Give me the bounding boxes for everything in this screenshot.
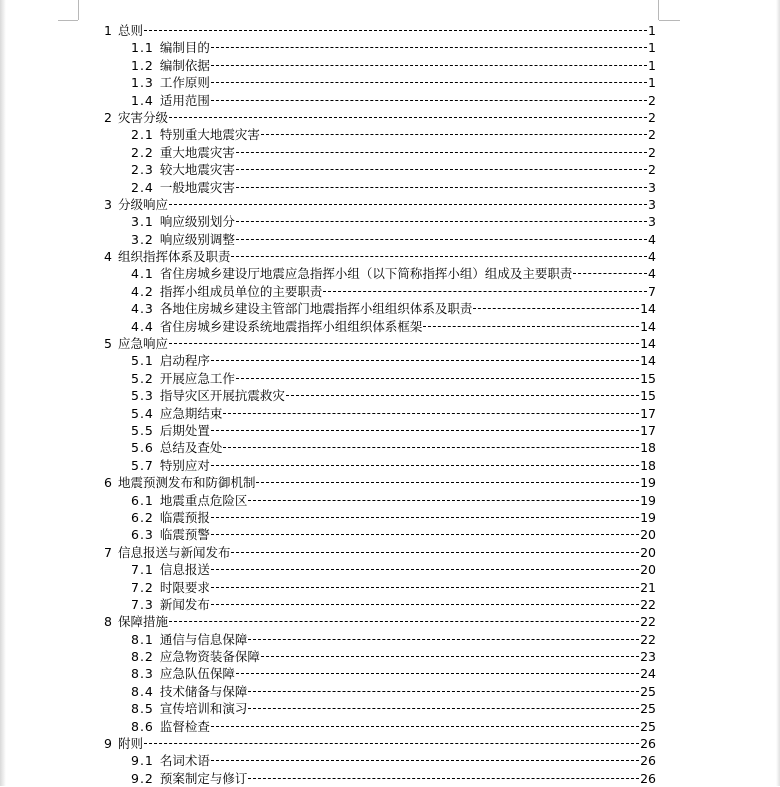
toc-dash-leader <box>261 656 639 657</box>
toc-entry-title: 信息报送 <box>159 562 210 578</box>
toc-page-number: 4 <box>648 249 656 265</box>
toc-dash-leader <box>169 117 647 118</box>
toc-entry-number: 6 <box>104 475 112 491</box>
toc-entry-title: 一般地震灾害 <box>159 179 235 195</box>
toc-chapter-entry[interactable] <box>104 474 656 491</box>
toc-entry-title: 地震预测发布和防御机制 <box>117 475 256 491</box>
toc-entry-number: 7.2 <box>131 579 154 595</box>
toc-section-entry[interactable] <box>104 439 656 456</box>
toc-entry-title: 保障措施 <box>117 614 168 630</box>
toc-dash-leader <box>211 604 639 605</box>
toc-section-entry[interactable] <box>104 665 656 682</box>
toc-section-entry[interactable] <box>104 231 656 248</box>
toc-entry-number: 8.4 <box>131 683 154 699</box>
toc-entry-number: 1.3 <box>131 75 154 91</box>
toc-page-number: 18 <box>640 457 656 473</box>
toc-dash-leader <box>169 204 647 205</box>
toc-page-number: 20 <box>640 527 656 543</box>
toc-dash-leader <box>211 360 639 361</box>
toc-entry-number: 5 <box>104 336 112 352</box>
toc-entry-title: 临震预警 <box>159 527 210 543</box>
toc-entry-title: 应急响应 <box>117 336 168 352</box>
toc-entry-number: 2.3 <box>131 162 154 178</box>
toc-entry-number: 1.4 <box>131 92 154 108</box>
toc-entry-number: 5.5 <box>131 422 154 438</box>
toc-section-entry[interactable] <box>104 648 656 665</box>
toc-chapter-entry[interactable] <box>104 735 656 752</box>
toc-page-number: 1 <box>648 40 656 56</box>
toc-dash-leader <box>231 552 639 553</box>
toc-page-number: 2 <box>648 162 656 178</box>
toc-section-entry[interactable] <box>104 683 656 700</box>
toc-dash-leader <box>211 65 647 66</box>
toc-section-entry[interactable] <box>104 352 656 369</box>
toc-page-number: 4 <box>648 231 656 247</box>
toc-dash-leader <box>211 534 639 535</box>
toc-page-number: 19 <box>640 492 656 508</box>
toc-entry-title: 开展应急工作 <box>159 370 235 386</box>
toc-entry-number: 8.2 <box>131 649 154 665</box>
toc-entry-number: 1.2 <box>131 57 154 73</box>
toc-dash-leader <box>236 673 639 674</box>
toc-dash-leader <box>231 256 647 257</box>
toc-chapter-entry[interactable] <box>104 544 656 561</box>
toc-entry-number: 5.4 <box>131 405 154 421</box>
toc-page-number: 1 <box>648 23 656 38</box>
toc-entry-number: 4.4 <box>131 318 154 334</box>
toc-dash-leader <box>573 273 647 274</box>
toc-entry-number: 8.5 <box>131 701 154 717</box>
toc-chapter-entry[interactable] <box>104 613 656 630</box>
toc-entry-number: 2.2 <box>131 144 154 160</box>
toc-section-entry[interactable] <box>104 144 656 161</box>
toc-page-number: 24 <box>640 666 656 682</box>
toc-entry-title: 后期处置 <box>159 422 210 438</box>
toc-entry-number: 6.3 <box>131 527 154 543</box>
toc-page-number: 15 <box>640 370 656 386</box>
toc-dash-leader <box>211 430 639 431</box>
toc-chapter-entry[interactable] <box>104 109 656 126</box>
toc-page-number: 21 <box>640 579 656 595</box>
toc-dash-leader <box>223 413 639 414</box>
toc-entry-number: 2.1 <box>131 127 154 143</box>
toc-entry-title: 各地住房城乡建设主管部门地震指挥小组组织体系及职责 <box>159 301 473 317</box>
toc-dash-leader <box>248 500 639 501</box>
toc-dash-leader <box>248 639 639 640</box>
toc-entry-number: 9.2 <box>131 770 154 786</box>
toc-section-entry[interactable] <box>104 57 656 74</box>
toc-page-number: 17 <box>640 405 656 421</box>
toc-entry-number: 7.3 <box>131 596 154 612</box>
crop-mark-right-vertical <box>658 0 659 20</box>
toc-page-number: 4 <box>648 266 656 282</box>
toc-entry-title: 名词术语 <box>159 753 210 769</box>
toc-entry-title: 组织指挥体系及职责 <box>117 249 231 265</box>
toc-entry-title: 重大地震灾害 <box>159 144 235 160</box>
toc-page-number: 19 <box>640 475 656 491</box>
toc-section-entry[interactable] <box>104 718 656 735</box>
toc-entry-title: 新闻发布 <box>159 596 210 612</box>
toc-entry-title: 信息报送与新闻发布 <box>117 544 231 560</box>
toc-page-number: 25 <box>640 718 656 734</box>
toc-page-number: 7 <box>648 283 656 299</box>
toc-page-number: 2 <box>648 109 656 125</box>
toc-dash-leader <box>211 569 639 570</box>
toc-dash-leader <box>211 517 639 518</box>
toc-dash-leader <box>169 621 639 622</box>
toc-entry-title: 工作原则 <box>159 75 210 91</box>
toc-page-number: 22 <box>640 596 656 612</box>
toc-entry-number: 8.6 <box>131 718 154 734</box>
toc-entry-number: 8 <box>104 614 112 630</box>
toc-section-entry[interactable] <box>104 300 656 317</box>
toc-entry-title: 指挥小组成员单位的主要职责 <box>159 283 323 299</box>
toc-entry-title: 特别重大地震灾害 <box>159 127 260 143</box>
toc-entry-title: 分级响应 <box>117 196 168 212</box>
toc-page-number: 3 <box>648 179 656 195</box>
toc-dash-leader <box>211 760 639 761</box>
toc-page-number: 1 <box>648 57 656 73</box>
toc-entry-title: 技术储备与保障 <box>159 683 248 699</box>
toc-entry-number: 5.1 <box>131 353 154 369</box>
toc-entry-title: 应急队伍保障 <box>159 666 235 682</box>
toc-entry-number: 6.2 <box>131 509 154 525</box>
toc-page-number: 1 <box>648 75 656 91</box>
toc-entry-number: 2.4 <box>131 179 154 195</box>
toc-page-number: 19 <box>640 509 656 525</box>
toc-chapter-entry[interactable] <box>104 196 656 213</box>
toc-page-number: 22 <box>640 614 656 630</box>
toc-section-entry[interactable] <box>104 457 656 474</box>
toc-entry-number: 3.1 <box>131 214 154 230</box>
toc-dash-leader <box>473 308 639 309</box>
toc-section-entry[interactable] <box>104 631 656 648</box>
toc-entry-title: 适用范围 <box>159 92 210 108</box>
toc-entry-number: 7.1 <box>131 562 154 578</box>
toc-section-entry[interactable] <box>104 126 656 143</box>
toc-section-entry[interactable] <box>104 370 656 387</box>
toc-section-entry[interactable] <box>104 39 656 56</box>
toc-section-entry[interactable] <box>104 526 656 543</box>
toc-entry-title: 响应级别划分 <box>159 214 235 230</box>
toc-entry-title: 编制目的 <box>159 40 210 56</box>
toc-dash-leader <box>261 134 647 135</box>
toc-dash-leader <box>236 221 647 222</box>
toc-page-number: 18 <box>640 440 656 456</box>
page-right-shadow <box>776 0 780 786</box>
toc-entry-number: 1 <box>104 23 112 38</box>
toc-page-number: 15 <box>640 388 656 404</box>
toc-dash-leader <box>144 30 647 31</box>
toc-entry-title: 启动程序 <box>159 353 210 369</box>
toc-entry-number: 3 <box>104 196 112 212</box>
toc-entry-title: 宣传培训和演习 <box>159 701 248 717</box>
toc-entry-title: 应急物资装备保障 <box>159 649 260 665</box>
toc-section-entry[interactable] <box>104 596 656 613</box>
toc-section-entry[interactable] <box>104 92 656 109</box>
toc-dash-leader <box>248 778 639 779</box>
toc-page-number: 2 <box>648 92 656 108</box>
toc-entry-number: 9.1 <box>131 753 154 769</box>
crop-mark-left-vertical <box>78 0 79 20</box>
toc-section-entry[interactable] <box>104 422 656 439</box>
toc-section-entry[interactable] <box>104 579 656 596</box>
toc-dash-leader <box>211 726 639 727</box>
toc-entry-number: 5.3 <box>131 388 154 404</box>
toc-entry-number: 4.2 <box>131 283 154 299</box>
toc-entry-number: 5.7 <box>131 457 154 473</box>
toc-dash-leader <box>223 447 639 448</box>
toc-chapter-entry[interactable] <box>104 248 656 265</box>
toc-entry-number: 5.2 <box>131 370 154 386</box>
toc-dash-leader <box>211 82 647 83</box>
toc-section-entry[interactable] <box>104 265 656 282</box>
toc-section-entry[interactable] <box>104 752 656 769</box>
toc-dash-leader <box>236 152 647 153</box>
toc-dash-leader <box>236 187 647 188</box>
toc-entry-number: 7 <box>104 544 112 560</box>
toc-chapter-entry[interactable] <box>104 22 656 39</box>
toc-entry-title: 附则 <box>117 736 143 752</box>
toc-section-entry[interactable] <box>104 405 656 422</box>
page-left-shadow <box>0 0 6 786</box>
toc-entry-title: 通信与信息保障 <box>159 631 248 647</box>
toc-page-number: 14 <box>640 336 656 352</box>
toc-dash-leader <box>211 465 639 466</box>
toc-entry-title: 时限要求 <box>159 579 210 595</box>
toc-dash-leader <box>286 395 639 396</box>
toc-dash-leader <box>236 169 647 170</box>
toc-dash-leader <box>211 47 647 48</box>
toc-page-number: 3 <box>648 196 656 212</box>
toc-page-number: 3 <box>648 214 656 230</box>
toc-entry-number: 6.1 <box>131 492 154 508</box>
toc-entry-title: 编制依据 <box>159 57 210 73</box>
toc-entry-number: 4 <box>104 249 112 265</box>
toc-dash-leader <box>169 343 639 344</box>
toc-entry-title: 预案制定与修订 <box>159 770 248 786</box>
toc-page-number: 23 <box>640 649 656 665</box>
toc-section-entry[interactable] <box>104 700 656 717</box>
toc-page-number: 25 <box>640 701 656 717</box>
toc-dash-leader <box>144 743 639 744</box>
toc-page-number: 2 <box>648 144 656 160</box>
toc-page-number: 26 <box>640 753 656 769</box>
toc-chapter-entry[interactable] <box>104 335 656 352</box>
toc-page-number: 26 <box>640 736 656 752</box>
toc-entry-title: 较大地震灾害 <box>159 162 235 178</box>
toc-entry-title: 监督检查 <box>159 718 210 734</box>
toc-section-entry[interactable] <box>104 509 656 526</box>
toc-section-entry[interactable] <box>104 770 656 787</box>
toc-section-entry[interactable] <box>104 74 656 91</box>
toc-entry-number: 4.1 <box>131 266 154 282</box>
toc-page-number: 20 <box>640 562 656 578</box>
toc-page-number: 14 <box>640 353 656 369</box>
toc-section-entry[interactable] <box>104 387 656 404</box>
toc-entry-title: 响应级别调整 <box>159 231 235 247</box>
toc-section-entry[interactable] <box>104 318 656 335</box>
toc-entry-title: 指导灾区开展抗震救灾 <box>159 388 285 404</box>
toc-page-number: 25 <box>640 683 656 699</box>
toc-entry-title: 总则 <box>117 23 143 38</box>
toc-entry-title: 应急期结束 <box>159 405 223 421</box>
toc-entry-title: 省住房城乡建设厅地震应急指挥小组（以下简称指挥小组）组成及主要职责 <box>159 266 573 282</box>
toc-dash-leader <box>248 708 639 709</box>
toc-section-entry[interactable] <box>104 161 656 178</box>
toc-dash-leader <box>423 326 639 327</box>
toc-section-entry[interactable] <box>104 213 656 230</box>
toc-entry-title: 地震重点危险区 <box>159 492 248 508</box>
toc-entry-number: 4.3 <box>131 301 154 317</box>
toc-dash-leader <box>211 587 639 588</box>
toc-entry-title: 灾害分级 <box>117 109 168 125</box>
toc-entry-title: 总结及查处 <box>159 440 223 456</box>
toc-entry-title: 临震预报 <box>159 509 210 525</box>
toc-dash-leader <box>211 100 647 101</box>
toc-entry-number: 1.1 <box>131 40 154 56</box>
toc-section-entry[interactable] <box>104 179 656 196</box>
toc-page-number: 2 <box>648 127 656 143</box>
toc-page-number: 26 <box>640 770 656 786</box>
toc-page-number: 22 <box>640 631 656 647</box>
toc-dash-leader <box>256 482 639 483</box>
toc-dash-leader <box>323 291 647 292</box>
toc-entry-number: 9 <box>104 736 112 752</box>
crop-mark-right-horizontal <box>659 20 680 21</box>
toc-section-entry[interactable] <box>104 492 656 509</box>
toc-entry-number: 8.1 <box>131 631 154 647</box>
toc-dash-leader <box>248 691 639 692</box>
toc-section-entry[interactable] <box>104 283 656 300</box>
toc-entry-title: 特别应对 <box>159 457 210 473</box>
toc-page-number: 14 <box>640 301 656 317</box>
toc-page-number: 17 <box>640 422 656 438</box>
toc-dash-leader <box>236 378 639 379</box>
toc-entry-number: 5.6 <box>131 440 154 456</box>
toc-entry-number: 3.2 <box>131 231 154 247</box>
table-of-contents <box>104 22 656 787</box>
toc-section-entry[interactable] <box>104 561 656 578</box>
toc-entry-number: 8.3 <box>131 666 154 682</box>
toc-page-number: 20 <box>640 544 656 560</box>
toc-entry-number: 2 <box>104 109 112 125</box>
crop-mark-left-horizontal <box>58 20 78 21</box>
toc-page-number: 14 <box>640 318 656 334</box>
toc-dash-leader <box>236 239 647 240</box>
toc-entry-title: 省住房城乡建设系统地震指挥小组组织体系框架 <box>159 318 423 334</box>
